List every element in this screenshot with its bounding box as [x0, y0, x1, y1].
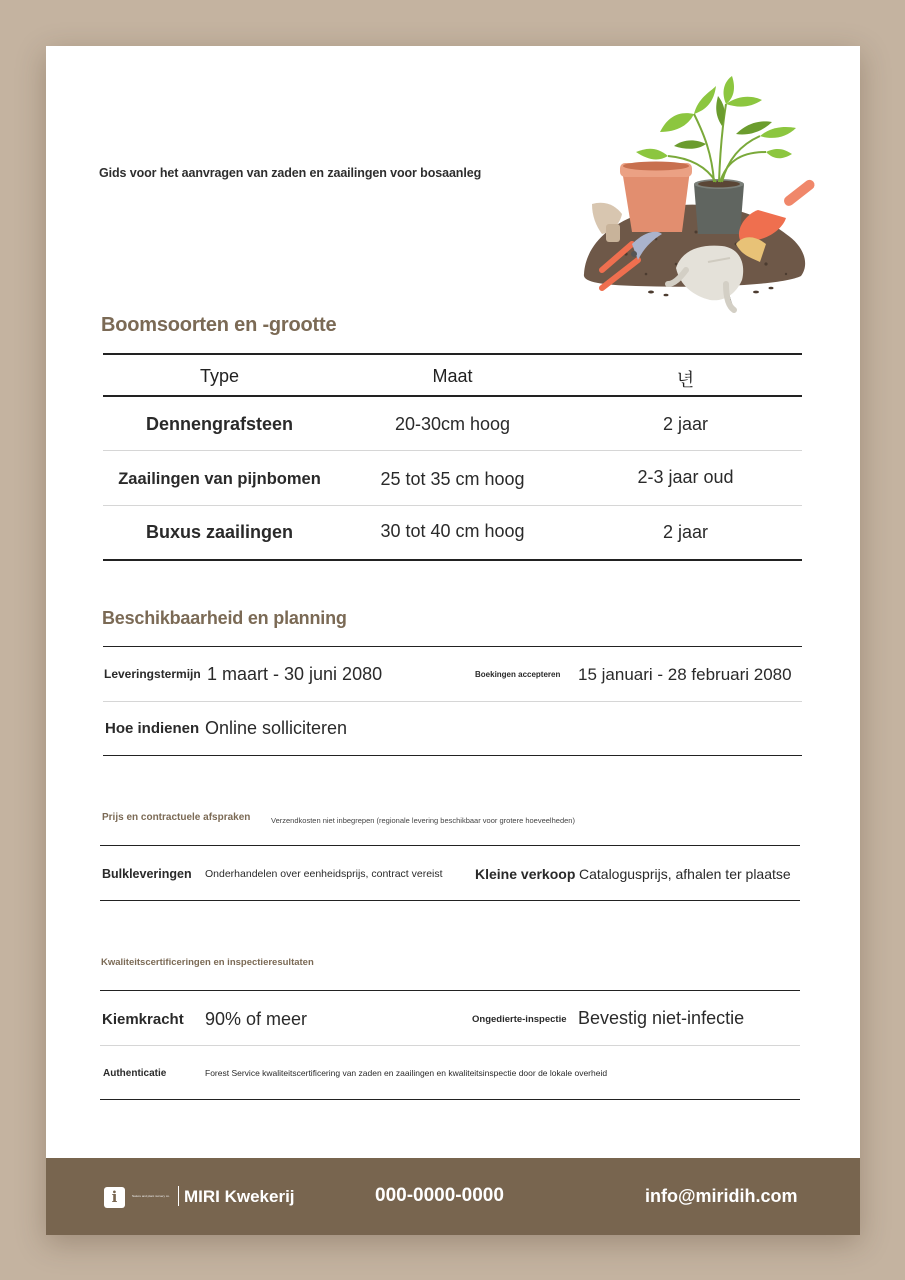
small-sale-value: Catalogusprijs, afhalen ter plaatse — [579, 866, 791, 882]
brand-name: MIRI Kwekerij — [184, 1187, 295, 1206]
gardening-illustration-icon — [576, 74, 826, 326]
submit-label: Hoe indienen — [105, 720, 200, 737]
authentication-value: Forest Service kwaliteitscertificering van zaden en zaailingen en kwaliteitsinspectie door de lokale overheid — [205, 1068, 608, 1078]
submit-value: Online solliciteren — [205, 718, 348, 738]
authentication-label: Authenticatie — [103, 1068, 167, 1079]
info-icon: i — [104, 1187, 125, 1208]
table-header-year: 년 — [676, 370, 695, 390]
table-cell-type: Zaailingen van pijnbomen — [118, 470, 321, 488]
pest-inspection-label: Ongedierte-inspectie — [472, 1014, 567, 1025]
section-title-quality: Kwaliteitscertificeringen en inspectieresultaten — [101, 957, 314, 968]
section-title-pricing: Prijs en contractuele afspraken — [102, 812, 251, 823]
quality-table — [100, 990, 800, 1102]
table-cell-size: 25 tot 35 cm hoog — [380, 469, 525, 489]
table-header-size: Maat — [432, 366, 473, 386]
section-title-availability: Beschikbaarheid en planning — [102, 608, 347, 628]
booking-value: 15 januari - 28 februari 2080 — [578, 665, 792, 684]
delivery-value: 1 maart - 30 juni 2080 — [207, 664, 383, 684]
small-sale-label: Kleine verkoop — [475, 866, 576, 882]
table-cell-type: Buxus zaailingen — [145, 522, 294, 542]
table-cell-age: 2 jaar — [662, 522, 709, 542]
table-header-type: Type — [199, 366, 240, 386]
logo-divider — [178, 1186, 179, 1206]
document-subtitle: Gids voor het aanvragen van zaden en zaailingen voor bosaanleg — [99, 166, 482, 180]
pricing-note: Verzendkosten niet inbegrepen (regionale levering beschikbaar voor grotere hoeveelheden) — [271, 816, 575, 825]
footer — [46, 1158, 860, 1235]
table-cell-age: 2-3 jaar oud — [637, 467, 734, 487]
email-address: info@miridih.com — [645, 1186, 798, 1206]
section-title-tree-species: Boomsoorten en -grootte — [101, 314, 337, 336]
delivery-label: Leveringstermijn — [104, 667, 201, 681]
pricing-table — [100, 845, 800, 905]
table-cell-size: 30 tot 40 cm hoog — [380, 521, 525, 541]
bulk-value: Onderhandelen over eenheidsprijs, contract vereist — [205, 868, 443, 880]
phone-number: 000-0000-0000 — [375, 1185, 504, 1206]
table-cell-type: Dennengrafsteen — [145, 414, 294, 434]
logo-tagline: Nature and plant nursery co. — [132, 1194, 170, 1198]
booking-label: Boekingen accepteren — [475, 670, 561, 679]
tree-species-table — [103, 353, 802, 562]
germination-label: Kiemkracht — [102, 1011, 184, 1028]
document-page — [46, 46, 860, 1235]
pest-inspection-value: Bevestig niet-infectie — [578, 1008, 745, 1028]
germination-value: 90% of meer — [205, 1009, 308, 1029]
availability-table — [103, 646, 802, 758]
bulk-label: Bulkleveringen — [102, 867, 192, 881]
table-cell-size: 20-30cm hoog — [394, 414, 511, 434]
table-cell-age: 2 jaar — [662, 414, 709, 434]
